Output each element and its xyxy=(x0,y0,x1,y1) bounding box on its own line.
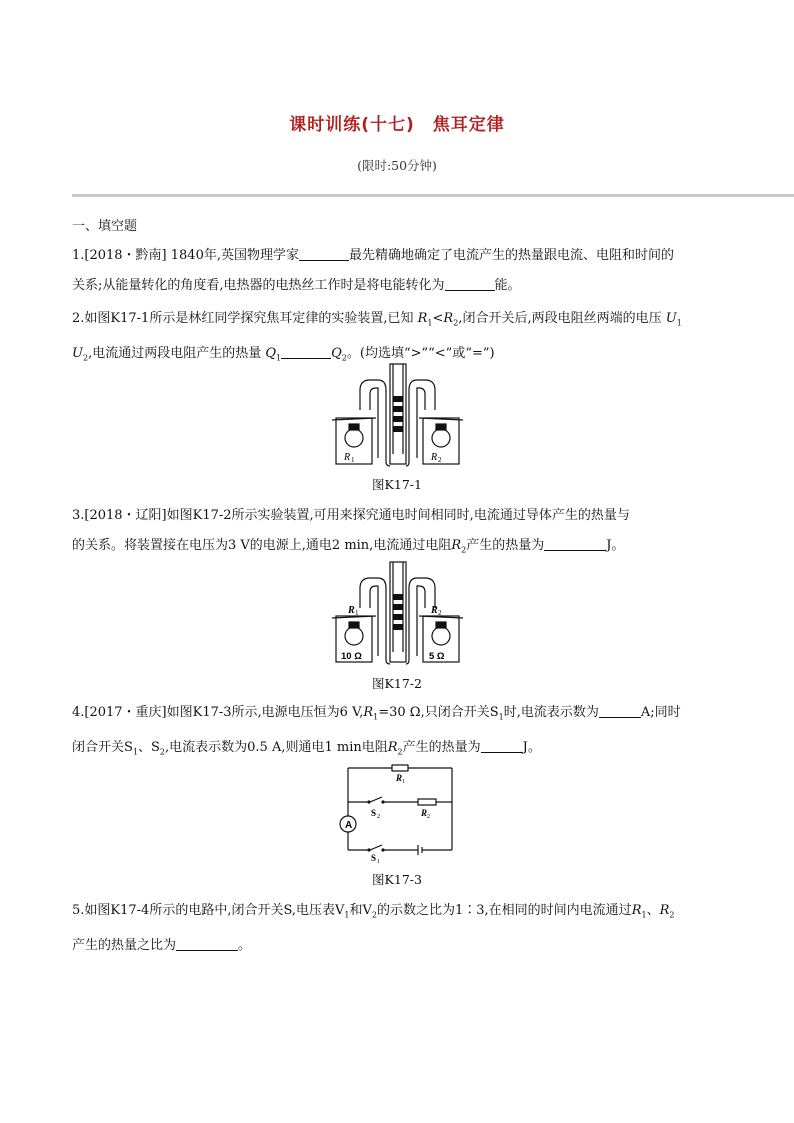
resistor-label: R xyxy=(421,808,428,818)
svg-text:2: 2 xyxy=(438,456,442,464)
ammeter-symbol: A xyxy=(345,820,353,831)
figure-caption: 图K17-3 xyxy=(372,872,422,887)
resistor-label: R xyxy=(344,452,351,463)
question-3: 3.[2018・辽阳]如图K17-2所示实验装置,可用来探究通电时间相同时,电流通过导体产生的热量与 的关系。将装置接在电压为3 V的电源上,通电2 min,电流通过电阻$R_2$产生的热量为 J。 xyxy=(72,508,630,555)
question-5: 5.如图K17-4所示的电路中,闭合开关S,电压表$V_1$和$V_2$的示数之比为1∶3,在相同的时间内电流通过$R_1$、$R_2$ 产生的热量之比为 。 xyxy=(72,903,675,953)
answer-blank[interactable] xyxy=(544,536,606,551)
resistance-value: 10 Ω xyxy=(341,651,362,662)
figure-k17-3-circuit xyxy=(336,764,460,864)
svg-text:2: 2 xyxy=(377,814,380,820)
answer-blank[interactable] xyxy=(599,703,641,718)
resistor-label: R xyxy=(431,605,438,616)
question-4: 4.[2017・重庆]如图K17-3所示,电源电压恒为6 $V,R_1=30$ Ω,只闭合开关$S_1$时,电流表示数为 A;同时 闭合开关$S_1$、$S_2$,电流表示数为0.5 A,则通电1 min电阻$R_2$产生的热量为 J。 xyxy=(72,705,681,757)
page-title: 课时训练(十七) 焦耳定律 xyxy=(289,115,505,135)
figure-caption: 图K17-1 xyxy=(372,477,422,492)
time-limit: (限时:50分钟) xyxy=(357,158,437,173)
answer-blank[interactable] xyxy=(299,246,349,261)
divider xyxy=(72,194,794,197)
figure-caption: 图K17-2 xyxy=(372,676,422,691)
section-heading: 一、填空题 xyxy=(72,219,138,234)
svg-text:1: 1 xyxy=(355,609,359,617)
svg-text:1: 1 xyxy=(377,859,380,864)
svg-text:1: 1 xyxy=(402,779,405,785)
question-1: 1.[2018・黔南] 1840年,英国物理学家 最先精确地确定了电流产生的热量跟电流、电阻和时间的 关系;从能量转化的角度看,电热器的电热丝工作时是将电能转化为 能。 xyxy=(72,248,674,293)
answer-blank[interactable] xyxy=(445,276,495,291)
svg-text:2: 2 xyxy=(438,609,442,617)
answer-blank[interactable] xyxy=(481,738,523,753)
answer-blank[interactable] xyxy=(176,936,238,951)
resistor-label: R xyxy=(348,605,355,616)
question-2: 2.如图K17-1所示是林红同学探究焦耳定律的实验装置,已知 $R_1<R_2$,闭合开关后,两段电阻丝两端的电压 $U_1$ $U_2$,电流通过两段电阻产生的热量 $Q_1$ $Q_2$。(均选填“>”“<”或“=”) xyxy=(72,311,682,363)
svg-text:2: 2 xyxy=(427,814,430,820)
svg-text:1: 1 xyxy=(351,456,355,464)
answer-blank[interactable] xyxy=(281,344,331,359)
resistance-value: 5 Ω xyxy=(429,651,445,662)
switch-label: S xyxy=(371,808,377,818)
switch-label: S xyxy=(371,853,377,863)
figure-k17-2 xyxy=(330,560,465,666)
resistor-label: R xyxy=(431,452,438,463)
resistor-label: R xyxy=(396,773,403,783)
figure-k17-1 xyxy=(330,362,465,468)
